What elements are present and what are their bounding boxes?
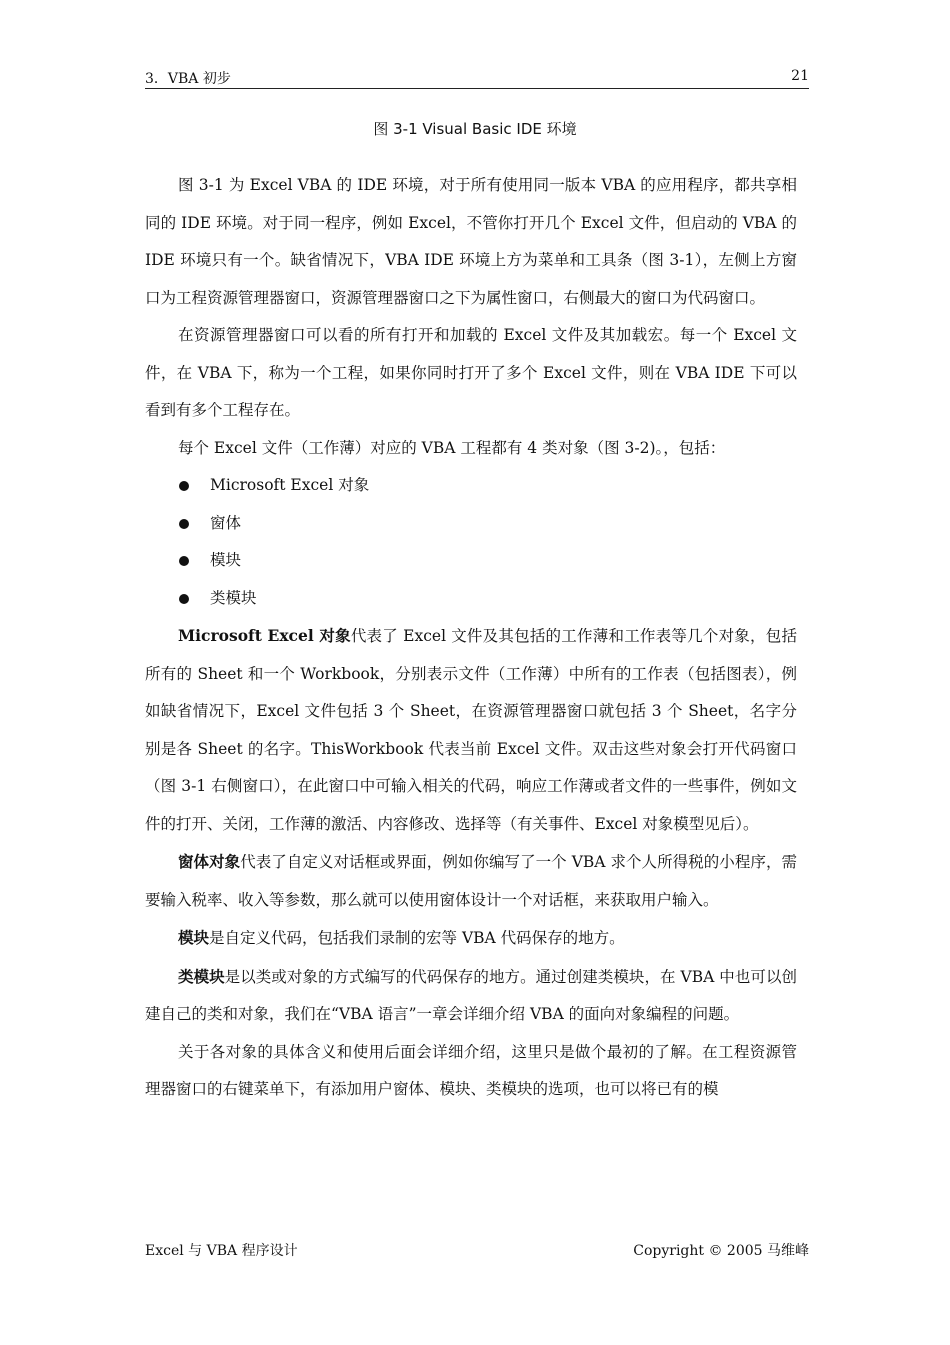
chapter-title: 3．VBA 初步 [145,71,231,87]
list-item-label: 窗体 [210,513,242,532]
paragraph-text: 是以类或对象的方式编写的代码保存的地方。通过创建类模块，在 VBA 中也可以创建自己的类和对象，我们在“VBA 语言”一章会详细介绍 VBA 的面向对象编程的问题。 [145,967,797,1023]
paragraph-explorer: 在资源管理器窗口可以看的所有打开和加载的 Excel 文件及其加载宏。每一个 Excel 文件，在 VBA 下，称为一个工程，如果你同时打开了多个 Excel 文件，则在 VBA IDE 下可以看到有多个工程存在。 [145,326,797,419]
paragraph-ide-intro: 图 3-1 为 Excel VBA 的 IDE 环境，对于所有使用同一版本 VBA 的应用程序，都共享相同的 IDE 环境。对于同一程序，例如 Excel，不管你打开几个 Excel 文件，但启动的 VBA 的 IDE 环境只有一个。缺省情况下，VBA IDE 环境上方为菜单和工具条（图 3-1），左侧上方窗口为工程资源管理器窗口，资源管理器窗口之下为属性窗口，右侧最大的窗口为代码窗口。 [145,176,797,307]
term-class-modules: 类模块 [178,966,225,986]
list-item-label: Microsoft Excel 对象 [210,476,370,494]
body-text [145,167,797,1109]
bullet-icon [179,594,189,604]
figure-caption: 图 3-1 Visual Basic IDE 环境 [373,120,577,138]
paragraph-text: 代表了自定义对话框或界面，例如你编写了一个 VBA 求个人所得税的小程序，需要输入税率、收入等参数，那么就可以使用窗体设计一个对话框，来获取用户输入。 [145,853,797,909]
page-number: 21 [791,68,809,84]
book-title: Excel 与 VBA 程序设计 [145,1243,298,1259]
paragraph-forms [145,843,797,919]
term-excel-objects: Microsoft Excel 对象 [178,626,351,645]
copyright-notice: Copyright © 2005 马维峰 [633,1243,809,1259]
paragraph-object-types: 每个 Excel 文件（工作薄）对应的 VBA 工程都有 4 类对象（图 3-2)。，包括： [178,438,726,457]
paragraph-text: 代表了 Excel 文件及其包括的工作薄和工作表等几个对象，包括所有的 Sheet 和一个 Workbook，分别表示文件（工作薄）中所有的工作表（包括图表），例如缺省情况下，Excel 文件包括 3 个 Sheet，在资源管理器窗口就包括 3 个 Sheet，名字分别是各 Sheet 的名字。ThisWorkbook 代表当前 Excel 文件。双击这些对象会打开代码窗口（图 3-1 右侧窗口），在此窗口中可输入相关的代码，响应工作薄或者文件的一些事件，例如文件的打开、关闭，工作薄的激活、内容修改、选择等（有关事件、Excel 对象模型见后）。 [145,627,797,833]
list-item [145,505,797,543]
bullet-icon [179,481,189,491]
paragraph-modules [145,919,797,958]
list-item-label: 模块 [210,551,242,569]
paragraph-text: 是自定义代码，包括我们录制的宏等 VBA 代码保存的地方。 [209,929,625,947]
term-forms: 窗体对象 [178,852,241,871]
list-item [145,580,797,618]
term-modules: 模块 [178,928,210,947]
paragraph-class-modules [145,958,797,1034]
bullet-icon [179,556,189,566]
bullet-icon [179,519,189,529]
paragraph-summary: 关于各对象的具体含义和使用后面会详细介绍，这里只是做个最初的了解。在工程资源管理器窗口的右键菜单下，有添加用户窗体、模块、类模块的选项，也可以将已有的模 [145,1042,797,1098]
list-item [145,467,797,505]
page-header [145,66,809,89]
paragraph-excel-objects [145,617,797,843]
list-item-label: 类模块 [210,588,257,607]
list-item [145,542,797,580]
